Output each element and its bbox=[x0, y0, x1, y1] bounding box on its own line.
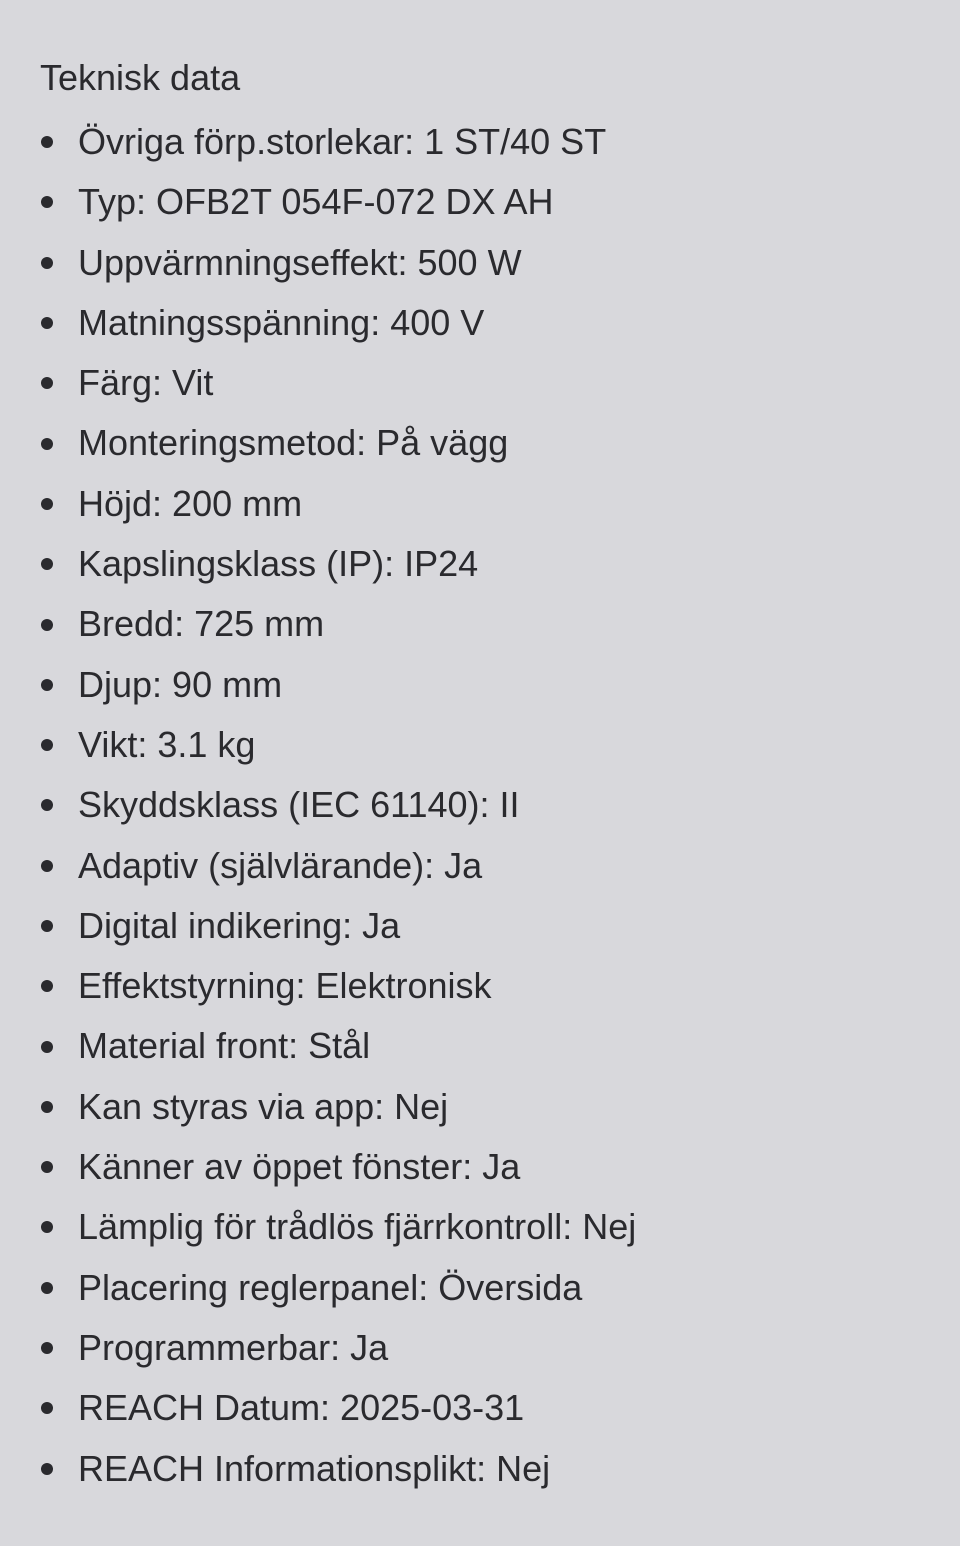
spec-text: Kan styras via app: Nej bbox=[78, 1085, 449, 1127]
bullet-icon bbox=[41, 438, 53, 450]
list-item bbox=[40, 775, 960, 835]
bullet-icon bbox=[41, 1342, 53, 1354]
list-item bbox=[40, 534, 960, 594]
list-item bbox=[40, 594, 960, 654]
bullet-icon bbox=[41, 196, 53, 208]
bullet-icon bbox=[41, 739, 53, 751]
list-item bbox=[40, 1378, 960, 1438]
bullet-icon bbox=[41, 257, 53, 269]
spec-text: Lämplig för trådlös fjärrkontroll: Nej bbox=[78, 1206, 637, 1248]
list-item bbox=[40, 1137, 960, 1197]
list-item bbox=[40, 1077, 960, 1137]
list-item bbox=[40, 112, 960, 172]
bullet-icon bbox=[41, 498, 53, 510]
bullet-icon bbox=[41, 860, 53, 872]
bullet-icon bbox=[41, 1161, 53, 1173]
spec-text: Uppvärmningseffekt: 500 W bbox=[78, 241, 522, 283]
bullet-icon bbox=[41, 1463, 53, 1475]
bullet-icon bbox=[41, 799, 53, 811]
spec-text: Skyddsklass (IEC 61140): II bbox=[78, 784, 520, 826]
spec-text: Typ: OFB2T 054F-072 DX AH bbox=[78, 181, 554, 223]
list-item bbox=[40, 293, 960, 353]
spec-text: Adaptiv (självlärande): Ja bbox=[78, 844, 483, 886]
spec-text: Höjd: 200 mm bbox=[78, 482, 303, 524]
spec-text: Övriga förp.storlekar: 1 ST/40 ST bbox=[78, 121, 607, 162]
spec-text: Digital indikering: Ja bbox=[78, 904, 401, 946]
spec-text: Djup: 90 mm bbox=[78, 663, 283, 705]
spec-text: Känner av öppet fönster: Ja bbox=[78, 1146, 521, 1188]
spec-text: Material front: Stål bbox=[78, 1025, 371, 1067]
spec-text: Monteringsmetod: På vägg bbox=[78, 422, 509, 464]
list-item bbox=[40, 413, 960, 473]
spec-text: Bredd: 725 mm bbox=[78, 603, 325, 645]
section-heading: Teknisk data bbox=[40, 57, 241, 98]
spec-text: Placering reglerpanel: Översida bbox=[78, 1266, 583, 1308]
bullet-icon bbox=[41, 679, 53, 691]
list-item bbox=[40, 956, 960, 1016]
spec-text: Effektstyrning: Elektronisk bbox=[78, 965, 492, 1007]
bullet-icon bbox=[41, 558, 53, 570]
bullet-icon bbox=[41, 317, 53, 329]
spec-text: Kapslingsklass (IP): IP24 bbox=[78, 543, 479, 585]
spec-text: REACH Datum: 2025-03-31 bbox=[78, 1387, 525, 1429]
bullet-icon bbox=[41, 1282, 53, 1294]
spec-text: REACH Informationsplikt: Nej bbox=[78, 1447, 551, 1489]
spec-text: Vikt: 3.1 kg bbox=[78, 723, 256, 765]
bullet-icon bbox=[41, 619, 53, 631]
spec-text: Matningsspänning: 400 V bbox=[78, 301, 485, 343]
bullet-icon bbox=[41, 377, 53, 389]
list-item bbox=[40, 896, 960, 956]
list-item bbox=[40, 353, 960, 413]
bullet-icon bbox=[41, 1221, 53, 1233]
list-item bbox=[40, 172, 960, 232]
bullet-icon bbox=[41, 1101, 53, 1113]
list-item bbox=[40, 715, 960, 775]
list-item bbox=[40, 1197, 960, 1257]
bullet-icon bbox=[41, 1041, 53, 1053]
list-item bbox=[40, 836, 960, 896]
list-item bbox=[40, 1439, 960, 1499]
bullet-icon bbox=[41, 980, 53, 992]
spec-text: Färg: Vit bbox=[78, 362, 214, 404]
list-item bbox=[40, 1016, 960, 1076]
spec-list bbox=[40, 112, 960, 1499]
list-item bbox=[40, 474, 960, 534]
list-item bbox=[40, 655, 960, 715]
bullet-icon bbox=[41, 920, 53, 932]
list-item bbox=[40, 233, 960, 293]
bullet-icon bbox=[41, 136, 53, 148]
spec-text: Programmerbar: Ja bbox=[78, 1326, 389, 1368]
bullet-icon bbox=[41, 1402, 53, 1414]
list-item bbox=[40, 1318, 960, 1378]
list-item bbox=[40, 1258, 960, 1318]
